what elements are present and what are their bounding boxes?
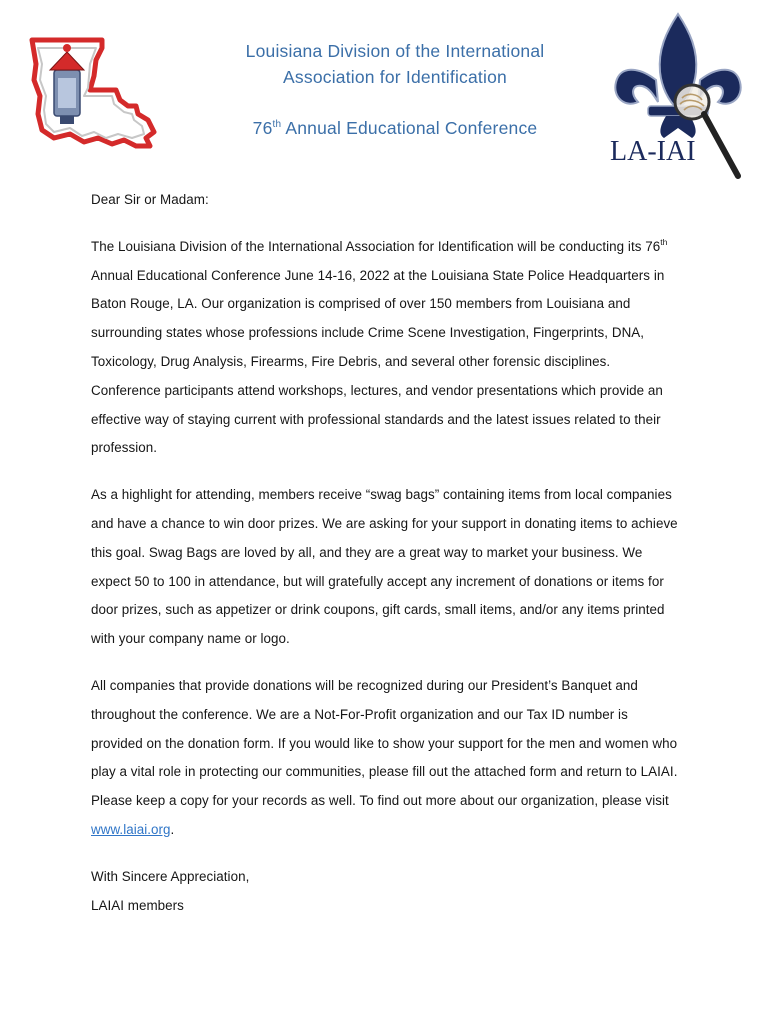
letter-body <box>91 186 681 920</box>
louisiana-state-logo <box>24 34 160 152</box>
website-link[interactable]: www.laiai.org <box>91 821 171 837</box>
closing-line: With Sincere Appreciation, <box>91 868 250 884</box>
signature: LAIAI members <box>91 897 184 913</box>
la-iai-fleur-de-lis-logo <box>608 10 748 182</box>
letterhead-title <box>200 38 590 141</box>
salutation: Dear Sir or Madam: <box>91 192 209 207</box>
org-name-line-2: Association for Identification <box>283 67 507 87</box>
paragraph-1: The Louisiana Division of the International Association for Identification will be conducting its 76th Annual Educational Conference June 14-16, 2022 at the Louisiana State Police Headquarters in Baton Rouge, LA. Our organization is comprised of over 150 members from Louisiana and surrounding states whose professions include Crime Scene Investigation, Fingerprints, DNA, Toxicology, Drug Analysis, Firearms, Fire Debris, and several other forensic disciplines. Conference participants attend workshops, lectures, and vendor presentations which provide an effective way of staying current with professional standards and the latest issues related to their profession. <box>91 236 668 456</box>
paragraph-3: All companies that provide donations will be recognized during our President’s Banquet and throughout the conference. We are a Not-For-Profit organization and our Tax ID number is provided on the donation form. If you would like to show your support for the men and women who play a vital role in protecting our communities, please fill out the attached form and return to LAIAI. Please keep a copy for your records as well. To find out more about our organization, please visit www.laiai.org. <box>91 677 678 837</box>
org-name-line-1: Louisiana Division of the International <box>245 41 545 61</box>
paragraph-2: As a highlight for attending, members receive “swag bags” containing items from local companies and have a chance to win door prizes. We are asking for your support in donating items to achieve this goal. Swag Bags are loved by all, and they are a great way to market your business. We expect 50 to 100 in attendance, but will gratefully accept any increment of donations or items for door prizes, such as appetizer or drink coupons, gift cards, small items, and/or any items printed with your company name or logo. <box>91 487 678 647</box>
la-iai-logo-text: LA-IAI <box>610 136 696 167</box>
conference-title: 76th Annual Educational Conference <box>252 118 538 138</box>
